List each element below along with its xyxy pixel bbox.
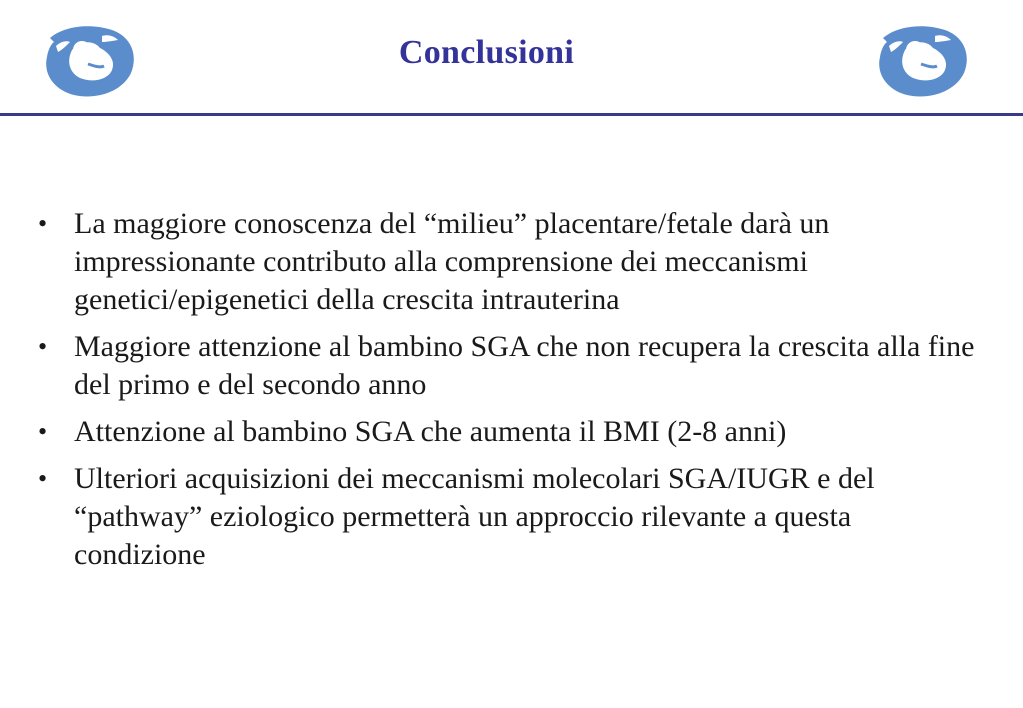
bullet-list	[30, 205, 990, 583]
slide-title-text: Conclusioni	[398, 34, 575, 71]
title-divider	[0, 113, 1023, 116]
bullet-text: Maggiore attenzione al bambino SGA che non recupera la crescita alla fine del primo e del secondo anno	[74, 330, 975, 401]
bullet-text: La maggiore conoscenza del “milieu” placentare/fetale darà un impressionante contributo alla comprensione dei meccanismi genetici/epigenetici della crescita intrauterina	[74, 207, 830, 316]
bullet-dot-icon: •	[38, 209, 48, 238]
bullet-text: Ulteriori acquisizioni dei meccanismi molecolari SGA/IUGR e del “pathway” eziologico permetterà un approccio rilevante a questa condizione	[74, 462, 875, 571]
list-item	[30, 205, 990, 319]
fetus-logo-svg	[875, 20, 971, 100]
bullet-dot-icon: •	[38, 464, 48, 493]
slide-title	[0, 34, 1023, 72]
fetus-logo-icon	[875, 20, 971, 100]
list-item	[30, 413, 990, 451]
list-item	[30, 460, 990, 574]
bullet-dot-icon: •	[38, 332, 48, 361]
bullet-text: Attenzione al bambino SGA che aumenta il BMI (2-8 anni)	[74, 415, 787, 448]
bullet-dot-icon: •	[38, 417, 48, 446]
list-item	[30, 328, 990, 404]
